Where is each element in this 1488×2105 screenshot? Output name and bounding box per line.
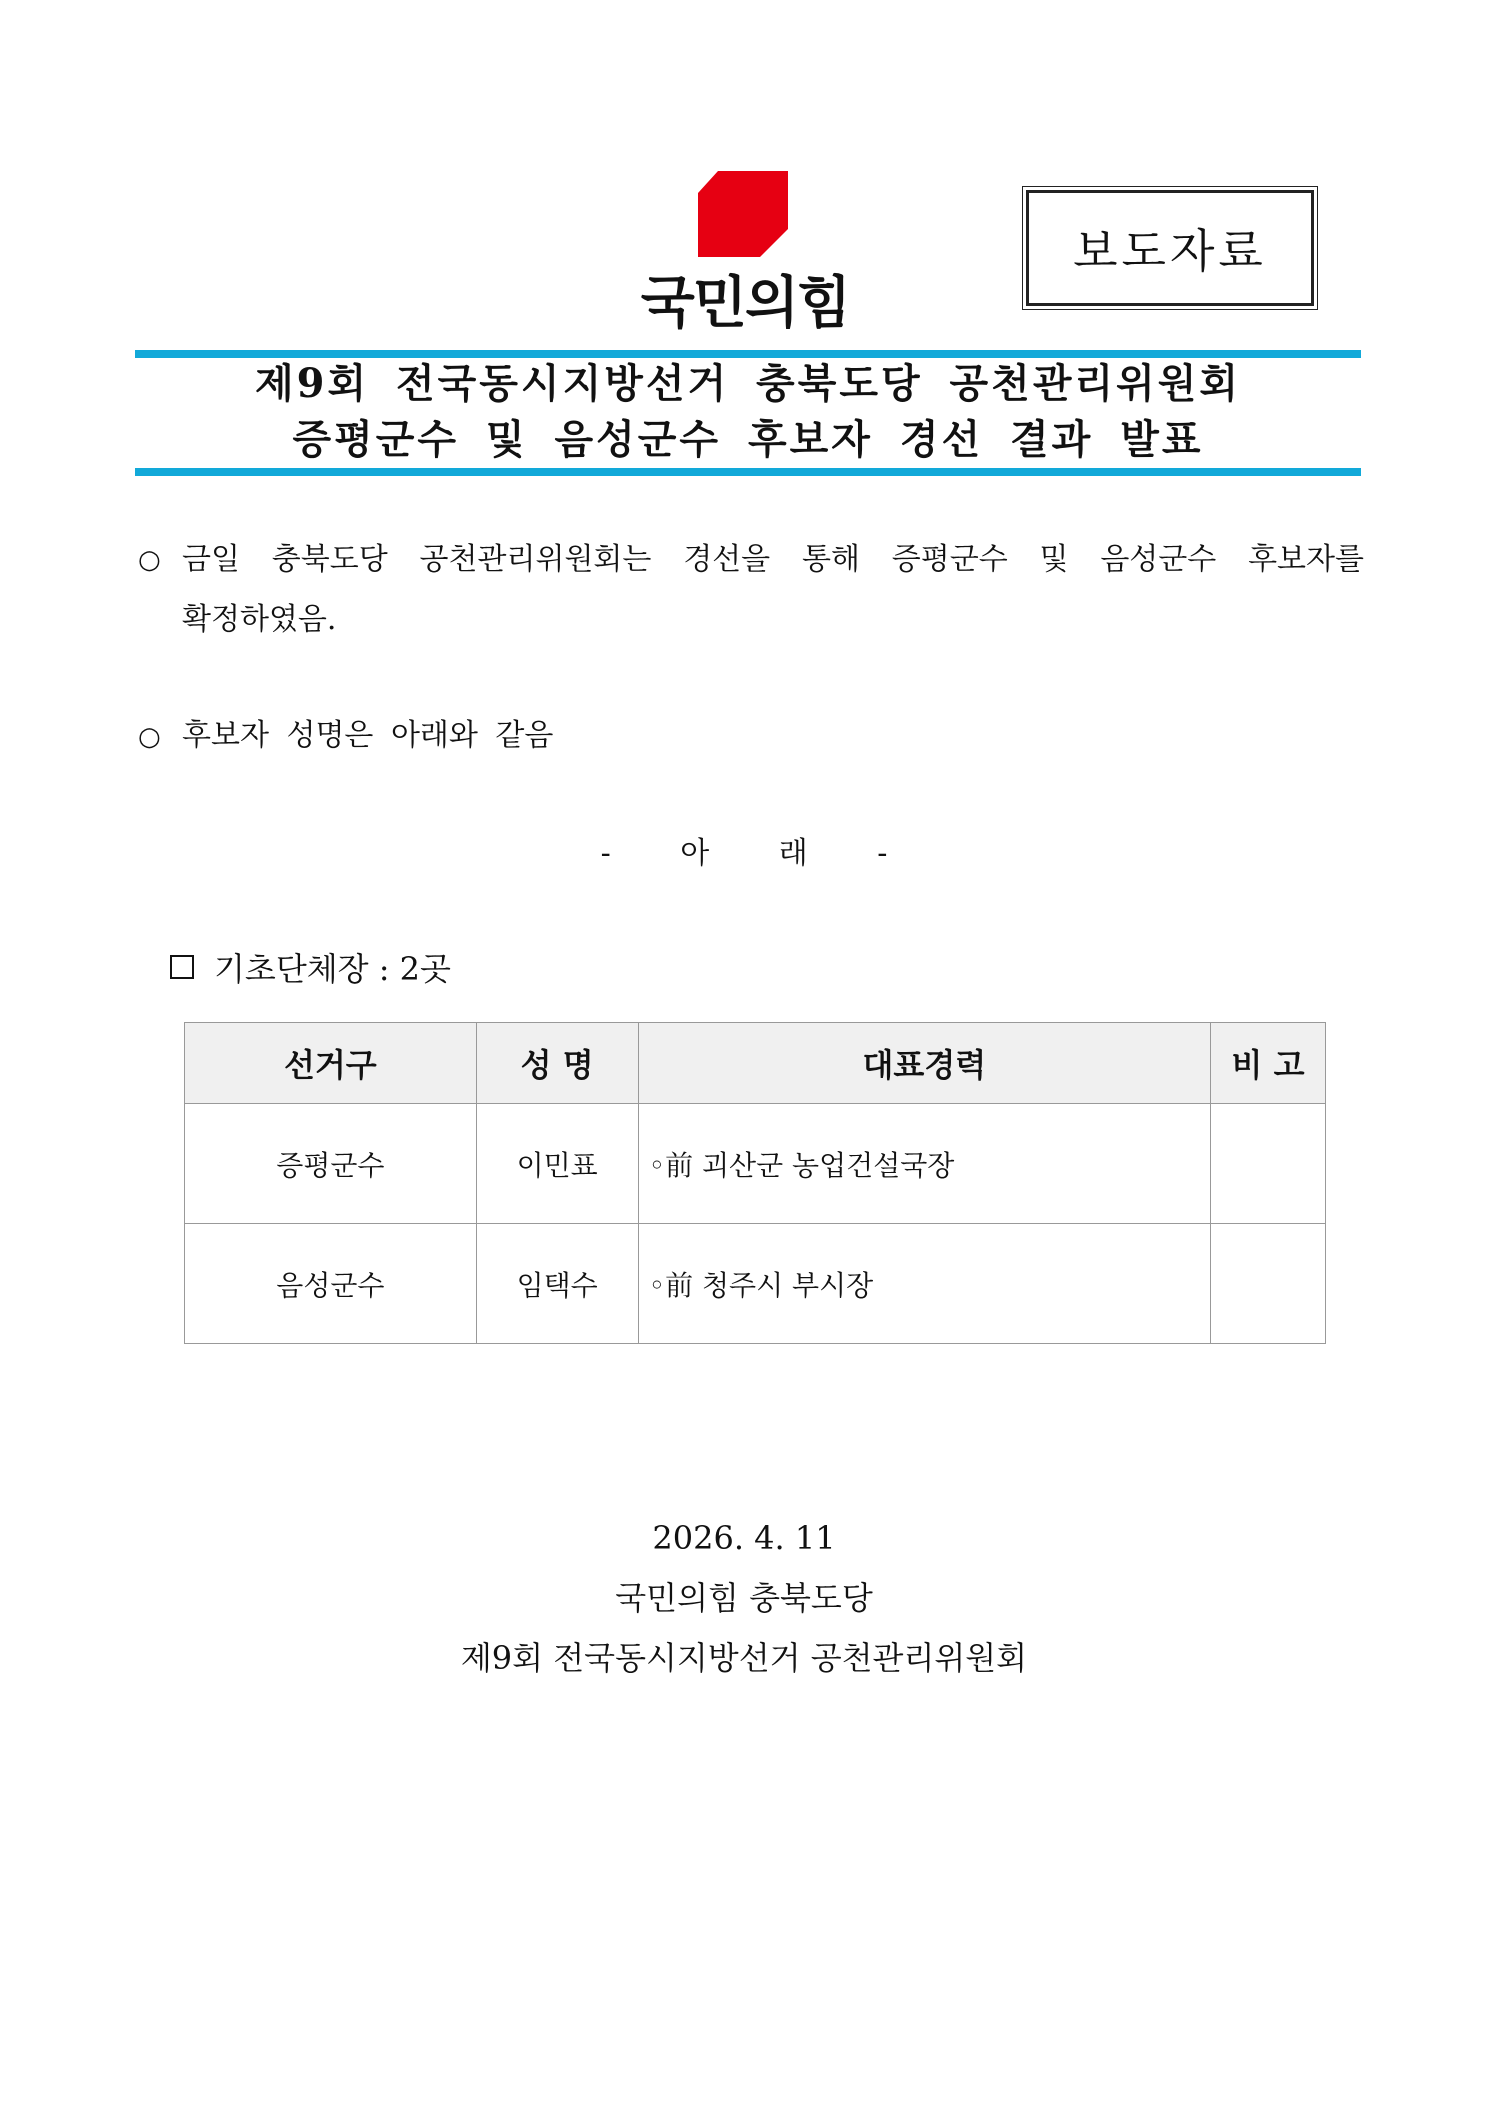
party-logo-mark-icon	[698, 171, 788, 257]
header-career: 대표경력	[638, 1023, 1210, 1104]
cell-district: 증평군수	[185, 1104, 477, 1224]
paragraph-line-1: 금일 충북도당 공천관리위원회는 경선을 통해 증평군수 및 음성군수 후보자를	[182, 542, 1364, 577]
candidates-table	[184, 1022, 1326, 1344]
header-district: 선거구	[185, 1023, 477, 1104]
title-line-1: 제9회 전국동시지방선거 충북도당 공천관리위원회	[254, 360, 1242, 407]
signature-org: 국민의힘 충북도당	[615, 1579, 873, 1617]
cell-district: 음성군수	[185, 1224, 477, 1344]
table-header-row	[185, 1023, 1326, 1104]
press-release-badge: 보도자료	[1026, 190, 1314, 306]
cell-name: 이민표	[476, 1104, 638, 1224]
title-line-2: 증평군수 및 음성군수 후보자 경선 결과 발표	[292, 416, 1204, 463]
cell-career: ◦前 괴산군 농업건설국장	[638, 1104, 1210, 1224]
logo-mark-shape	[698, 171, 788, 257]
cell-career: ◦前 청주시 부시장	[638, 1224, 1210, 1344]
paragraph-text: 후보자 성명은 아래와 같음	[182, 718, 554, 753]
header-note: 비 고	[1211, 1023, 1326, 1104]
bullet-icon: ○	[138, 722, 161, 752]
cell-note	[1211, 1104, 1326, 1224]
party-logo-name: 국민의힘	[640, 271, 850, 336]
table-row	[185, 1104, 1326, 1224]
title-rule-bottom	[135, 468, 1361, 476]
paragraph-announcement	[138, 530, 1364, 650]
paragraph-line-2: 확정하였음.	[182, 602, 337, 637]
cell-note	[1211, 1224, 1326, 1344]
signature-committee: 제9회 전국동시지방선거 공천관리위원회	[460, 1639, 1028, 1677]
bullet-icon: ○	[138, 545, 161, 575]
table-row	[185, 1224, 1326, 1344]
checkbox-icon	[170, 955, 194, 979]
section-heading	[170, 944, 451, 990]
paragraph-candidates-intro	[138, 706, 553, 767]
cell-name: 임택수	[476, 1224, 638, 1344]
section-label: 기초단체장 : 2곳	[214, 950, 451, 988]
signature-date: 2026. 4. 11	[652, 1519, 836, 1557]
header-name: 성 명	[476, 1023, 638, 1104]
below-heading: - 아 래 -	[600, 836, 888, 871]
